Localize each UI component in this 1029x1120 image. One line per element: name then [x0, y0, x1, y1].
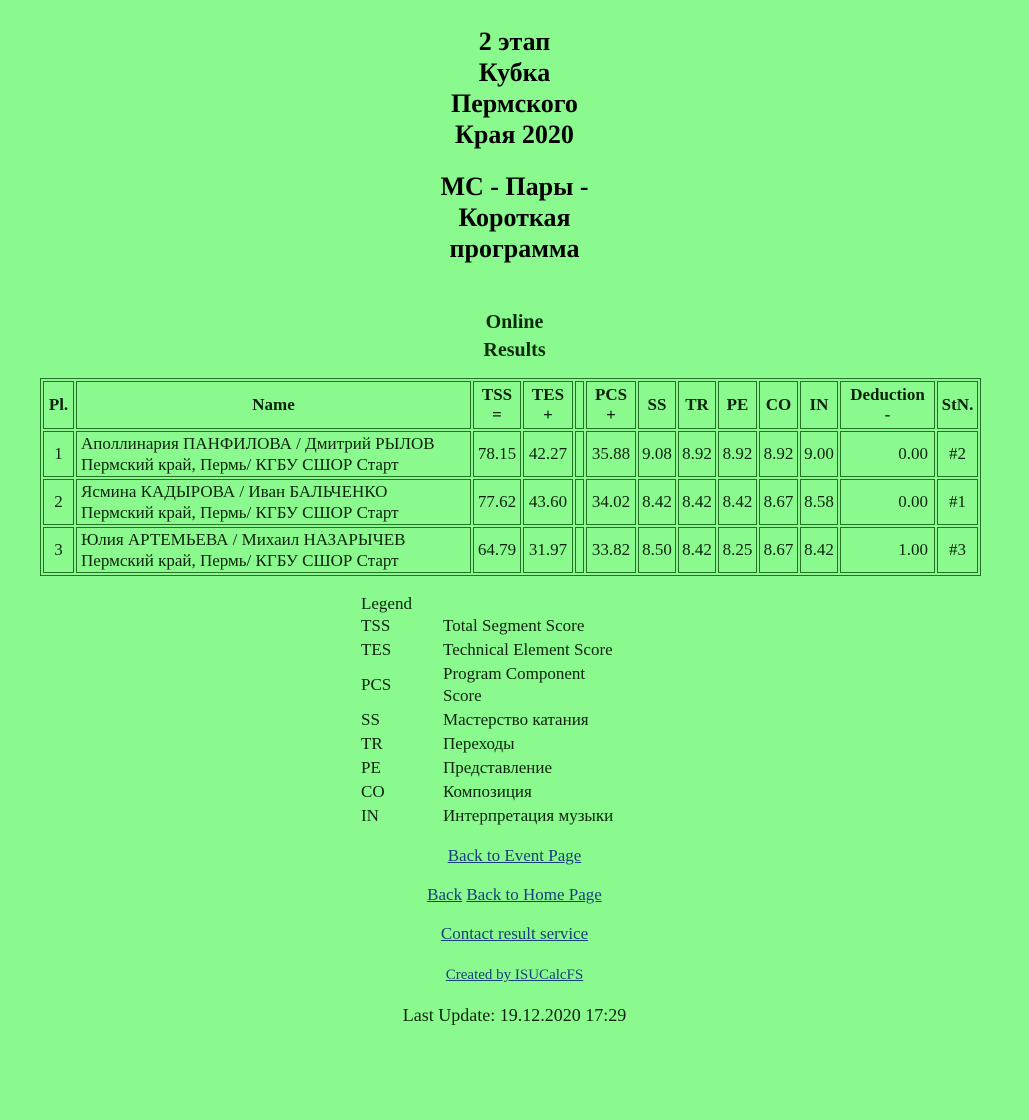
cell-place: 3	[43, 527, 74, 573]
event-title-line: 2 этап	[478, 27, 551, 56]
legend-row	[361, 708, 621, 732]
cell-deduction: 0.00	[840, 479, 935, 525]
cell-place: 1	[43, 431, 74, 477]
cell-tss: 77.62	[473, 479, 521, 525]
contact-result-service-link[interactable]: Contact result service	[440, 924, 589, 943]
back-link[interactable]: Back	[427, 885, 463, 904]
cell-in: 9.00	[800, 431, 838, 477]
cell-name	[76, 431, 471, 477]
table-row	[43, 431, 978, 477]
cell-spacer	[575, 431, 584, 477]
online-results-line: Results	[483, 339, 546, 361]
skater-names: Аполлинария ПАНФИЛОВА / Дмитрий РЫЛОВ	[81, 434, 435, 453]
header-row	[43, 381, 978, 429]
table-row	[43, 479, 978, 525]
table-row	[43, 527, 978, 573]
category-title-line: программа	[449, 234, 580, 263]
skater-names: Юлия АРТЕМЬЕВА / Михаил НАЗАРЫЧЕВ	[81, 530, 406, 549]
col-header-place: Pl.	[43, 381, 74, 429]
skater-names: Ясмина КАДЫРОВА / Иван БАЛЬЧЕНКО	[81, 482, 388, 501]
cell-pe: 8.92	[718, 431, 757, 477]
cell-pe: 8.42	[718, 479, 757, 525]
cell-spacer	[575, 479, 584, 525]
col-header-name: Name	[76, 381, 471, 429]
skater-club: Пермский край, Пермь/ КГБУ СШОР Старт	[81, 455, 399, 474]
col-header-pcs	[586, 381, 636, 429]
legend-desc: Мастерство катания	[443, 710, 589, 729]
legend-row	[361, 662, 621, 708]
cell-deduction: 1.00	[840, 527, 935, 573]
legend-abbr: TSS	[361, 616, 391, 635]
online-results-heading	[0, 308, 1029, 364]
online-results-line: Online	[485, 311, 544, 333]
legend-row	[361, 780, 621, 804]
event-title-line: Кубка	[478, 58, 551, 87]
cell-tes: 31.97	[523, 527, 573, 573]
cell-tes: 42.27	[523, 431, 573, 477]
cell-ss: 8.50	[638, 527, 676, 573]
col-header-tss	[473, 381, 521, 429]
cell-pcs: 35.88	[586, 431, 636, 477]
cell-pcs: 33.82	[586, 527, 636, 573]
back-to-event-link[interactable]: Back to Event Page	[447, 846, 582, 865]
legend-abbr: TR	[361, 734, 383, 753]
legend-row	[361, 638, 621, 662]
cell-spacer	[575, 527, 584, 573]
cell-tss: 64.79	[473, 527, 521, 573]
skater-club: Пермский край, Пермь/ КГБУ СШОР Старт	[81, 551, 399, 570]
category-title	[0, 171, 1029, 264]
event-title	[0, 0, 1029, 150]
cell-start-number: #3	[937, 527, 978, 573]
legend-desc: Program Component Score	[443, 664, 586, 705]
cell-tr: 8.42	[678, 527, 716, 573]
category-title-line: Короткая	[458, 203, 571, 232]
skater-club: Пермский край, Пермь/ КГБУ СШОР Старт	[81, 503, 399, 522]
col-header-start-number: StN.	[937, 381, 978, 429]
legend	[361, 594, 1029, 828]
category-title-line: МС - Пары -	[440, 172, 589, 201]
legend-desc: Композиция	[443, 782, 532, 801]
cell-co: 8.92	[759, 431, 798, 477]
back-to-home-link[interactable]: Back to Home Page	[466, 885, 602, 904]
legend-table	[361, 614, 621, 828]
cell-co: 8.67	[759, 527, 798, 573]
legend-abbr: PE	[361, 758, 381, 777]
cell-in: 8.42	[800, 527, 838, 573]
col-header-deduction-sub: -	[884, 405, 891, 424]
cell-tr: 8.92	[678, 431, 716, 477]
created-by-link[interactable]: Created by ISUCalcFS	[445, 967, 584, 983]
col-header-co: CO	[759, 381, 798, 429]
cell-place: 2	[43, 479, 74, 525]
col-header-ss: SS	[638, 381, 676, 429]
legend-abbr: CO	[361, 782, 385, 801]
cell-start-number: #1	[937, 479, 978, 525]
col-header-pcs-label: PCS	[594, 385, 628, 404]
legend-desc: Technical Element Score	[443, 640, 613, 659]
cell-name	[76, 479, 471, 525]
col-header-tes-sub: +	[543, 405, 553, 424]
cell-tes: 43.60	[523, 479, 573, 525]
legend-abbr: SS	[361, 710, 380, 729]
col-header-deduction	[840, 381, 935, 429]
cell-ss: 8.42	[638, 479, 676, 525]
legend-desc: Интерпретация музыки	[443, 806, 614, 825]
cell-pe: 8.25	[718, 527, 757, 573]
last-update: Last Update: 19.12.2020 17:29	[402, 1005, 627, 1025]
event-title-line: Края 2020	[455, 120, 574, 149]
cell-pcs: 34.02	[586, 479, 636, 525]
legend-desc: Total Segment Score	[443, 616, 585, 635]
col-header-in: IN	[800, 381, 838, 429]
legend-abbr: TES	[361, 640, 392, 659]
legend-row	[361, 614, 621, 638]
legend-row	[361, 804, 621, 828]
col-header-pe: PE	[718, 381, 757, 429]
event-title-line: Пермского	[451, 89, 578, 118]
cell-ss: 9.08	[638, 431, 676, 477]
legend-title: Legend	[361, 594, 412, 613]
legend-abbr: PCS	[361, 675, 392, 694]
col-header-tes-label: TES	[531, 385, 565, 404]
cell-name	[76, 527, 471, 573]
legend-desc: Переходы	[443, 734, 515, 753]
cell-in: 8.58	[800, 479, 838, 525]
results-table	[40, 378, 981, 576]
legend-row	[361, 756, 621, 780]
cell-start-number: #2	[937, 431, 978, 477]
col-header-tss-label: TSS	[481, 385, 513, 404]
col-header-tr: TR	[678, 381, 716, 429]
col-header-tes	[523, 381, 573, 429]
legend-row	[361, 732, 621, 756]
col-header-spacer	[575, 381, 584, 429]
cell-tss: 78.15	[473, 431, 521, 477]
cell-deduction: 0.00	[840, 431, 935, 477]
cell-tr: 8.42	[678, 479, 716, 525]
col-header-tss-sub: =	[492, 405, 502, 424]
cell-co: 8.67	[759, 479, 798, 525]
legend-desc: Представление	[443, 758, 553, 777]
legend-abbr: IN	[361, 806, 379, 825]
col-header-deduction-label: Deduction	[850, 385, 925, 404]
col-header-pcs-sub: +	[606, 405, 616, 424]
